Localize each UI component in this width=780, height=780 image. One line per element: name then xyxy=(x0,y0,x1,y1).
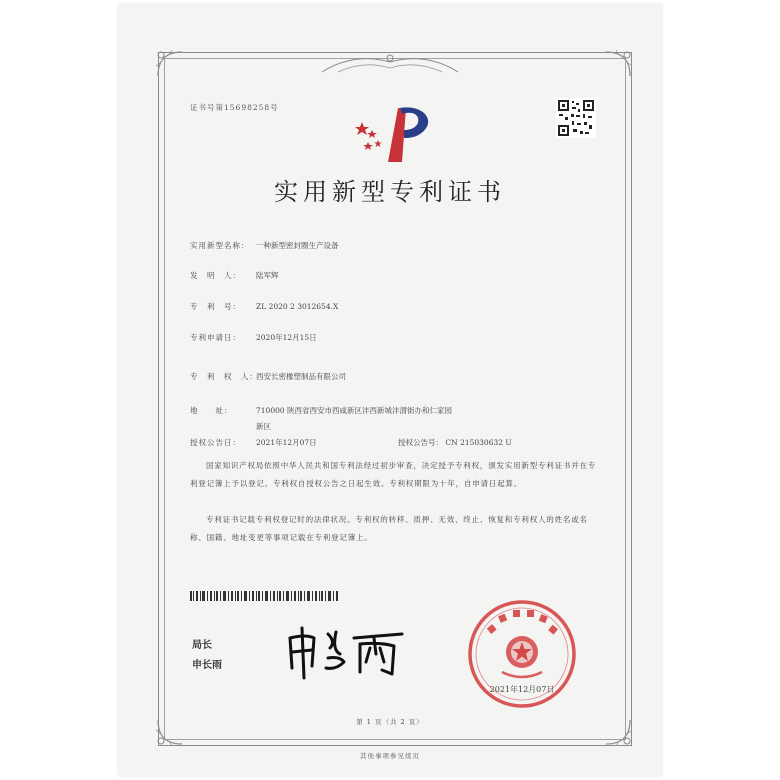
barcode-icon xyxy=(190,591,340,601)
body-paragraph-2: 专利证书记载专利权登记时的法律状况。专利权的转移、质押、无效、终止、恢复和专利权人的姓名或名称、国籍、地址变更等事项记载在专利登记簿上。 xyxy=(190,515,588,542)
page-number: 第 1 页（共 2 页） xyxy=(356,718,424,726)
patent-office-logo xyxy=(354,100,438,166)
field-patentee xyxy=(190,371,346,382)
field-value: 710000 陕西省西安市西咸新区沣西新城沣渭街办和仁家园 xyxy=(256,406,453,415)
corner-ornament-top-right xyxy=(602,46,636,80)
field-value: CN 215030632 U xyxy=(445,438,512,447)
field-address-line2: 新区 xyxy=(256,422,271,431)
handwritten-signature xyxy=(284,624,414,680)
field-value: 陆军辉 xyxy=(256,271,279,280)
field-address xyxy=(190,405,452,416)
field-label: 授权公告日： xyxy=(190,438,241,447)
field-label: 实用新型名称： xyxy=(190,241,250,250)
director-title: 局长 xyxy=(192,640,212,651)
field-label: 授权公告号： xyxy=(398,438,443,447)
field-value: 2020年12月15日 xyxy=(256,333,317,342)
field-value: ZL 2020 2 3012654.X xyxy=(256,302,339,311)
field-patent-number xyxy=(190,301,338,312)
field-utility-model-name xyxy=(190,240,339,251)
field-label: 发 明 人： xyxy=(190,271,241,280)
certificate-sheet xyxy=(118,4,662,776)
field-grant-number xyxy=(398,437,512,448)
qr-code-icon xyxy=(556,98,596,138)
body-paragraph-1: 国家知识产权局依照中华人民共和国专利法经过初步审查，决定授予专利权，颁发实用新型专利证书并在专利登记簿上予以登记。专利权自授权公告之日起生效。专利权期限为十年，自申请日起算。 xyxy=(190,461,597,488)
field-value: 西安长密橡塑制品有限公司 xyxy=(256,372,346,381)
field-label: 专利申请日： xyxy=(190,333,241,342)
certificate-title: 实用新型专利证书 xyxy=(274,178,506,206)
field-label: 专 利 权 人： xyxy=(190,372,258,381)
footer-note: 其他事项参见续页 xyxy=(360,752,420,760)
top-ornament xyxy=(318,48,462,78)
field-label: 专 利 号： xyxy=(190,302,241,311)
field-label: 地 址： xyxy=(190,406,233,415)
field-value: 一种新型密封圈生产设备 xyxy=(256,241,339,250)
director-name: 申长雨 xyxy=(192,660,222,671)
seal-date: 2021年12月07日 xyxy=(489,685,555,694)
field-value: 2021年12月07日 xyxy=(256,438,317,447)
certificate-number: 证书号第15698258号 xyxy=(190,103,279,112)
field-inventor xyxy=(190,270,279,281)
field-application-date xyxy=(190,332,317,343)
corner-ornament-top-left xyxy=(152,46,186,80)
field-grant-date xyxy=(190,437,317,448)
